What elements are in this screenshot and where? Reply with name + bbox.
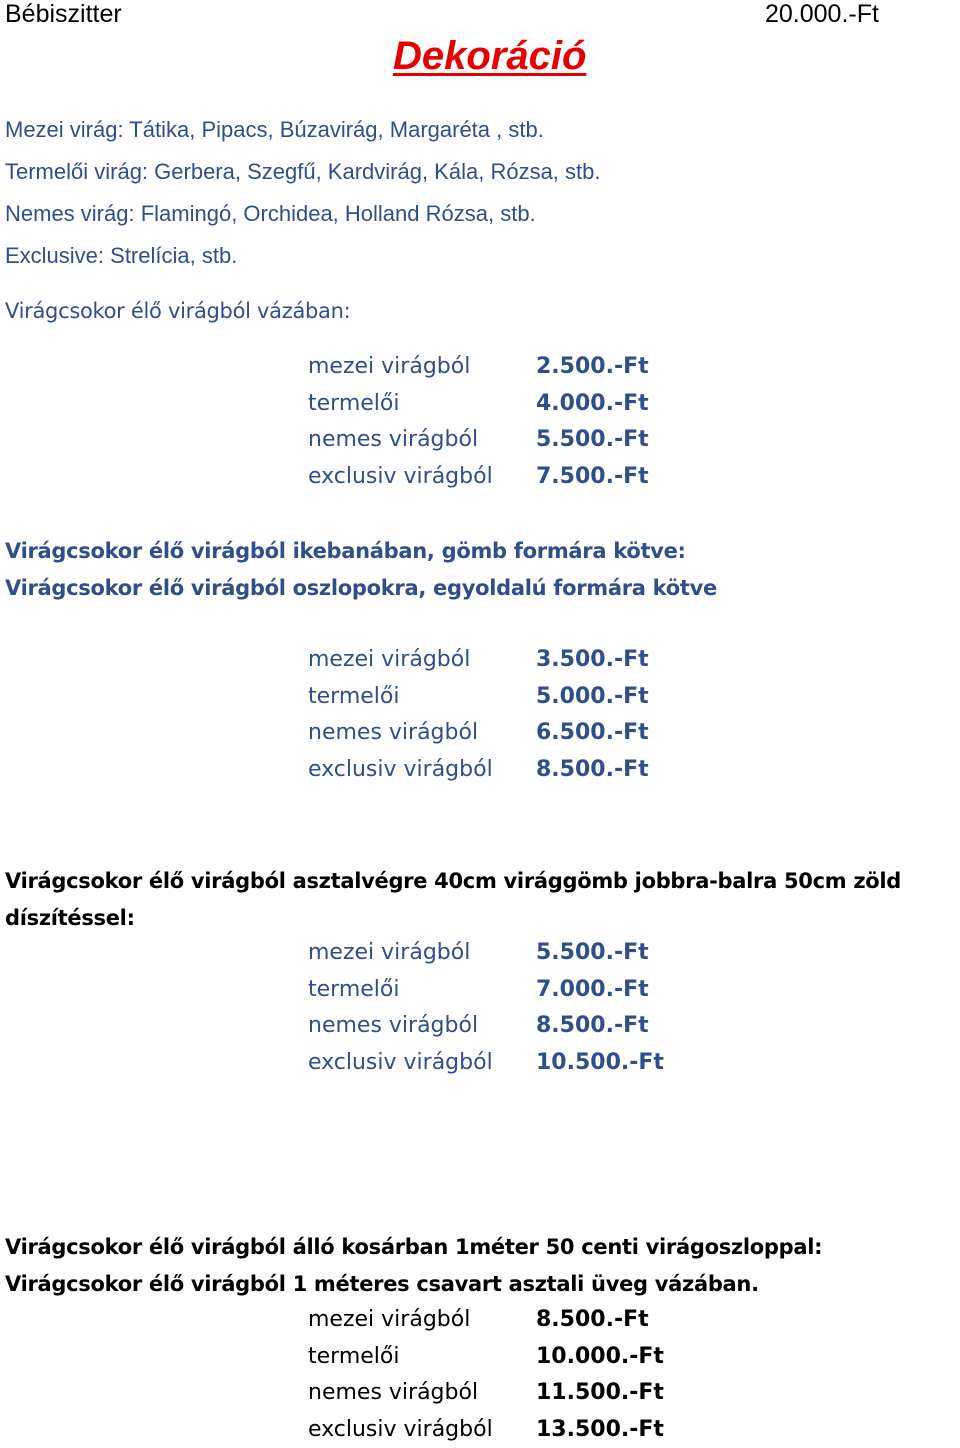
intro-line-nemes: Nemes virág: Flamingó, Orchidea, Holland Rózsa, stb. (5, 201, 536, 226)
section-3-heading-2: díszítéssel: (5, 906, 135, 930)
price-row (308, 1412, 664, 1448)
price-row-value: 8.500.-Ft (536, 1013, 649, 1039)
price-row-value: 4.000.-Ft (536, 390, 649, 416)
price-row-value: 10.500.-Ft (536, 1049, 664, 1075)
price-row-name: mezei virágból (308, 354, 471, 379)
price-row-name: nemes virágból (308, 1013, 479, 1039)
price-row-value: 8.500.-Ft (536, 1307, 649, 1332)
price-row-value: 7.000.-Ft (536, 976, 649, 1002)
price-row-value: 5.500.-Ft (536, 940, 649, 965)
price-row (308, 1375, 664, 1412)
section-1-heading: Virágcsokor élő virágból vázában: (5, 299, 351, 323)
price-row-name: mezei virágból (308, 940, 471, 965)
price-row (308, 422, 649, 459)
price-row-name: exclusiv virágból (308, 1049, 493, 1075)
section-3-heading-1: Virágcsokor élő virágból asztalvégre 40cm virággömb jobbra-balra 50cm zöld (5, 869, 901, 893)
intro-line-mezei: Mezei virág: Tátika, Pipacs, Búzavirág, Margaréta , stb. (5, 117, 544, 142)
price-row (308, 642, 649, 679)
price-row-name: nemes virágból (308, 720, 479, 746)
price-row-name: mezei virágból (308, 647, 471, 672)
price-row (308, 935, 664, 972)
price-row (308, 349, 649, 386)
price-row-value: 13.500.-Ft (536, 1416, 664, 1442)
price-row (308, 1339, 664, 1376)
price-row (308, 1302, 664, 1339)
price-row (308, 715, 649, 752)
intro-line-exclusive: Exclusive: Strelícia, stb. (5, 243, 238, 268)
price-row-value: 7.500.-Ft (536, 463, 649, 489)
section-4-heading-2: Virágcsokor élő virágból 1 méteres csavart asztali üveg vázában. (5, 1272, 759, 1296)
section-4-price-table (308, 1302, 664, 1448)
price-row-name: termelői (308, 976, 400, 1002)
price-row-name: termelői (308, 683, 400, 709)
price-row-value: 2.500.-Ft (536, 354, 649, 379)
page-title: Dekoráció (393, 34, 587, 78)
price-row-name: exclusiv virágból (308, 1416, 493, 1442)
price-row (308, 386, 649, 423)
previous-item-price: 20.000.-Ft (765, 0, 879, 28)
price-row (308, 459, 649, 496)
previous-item-label: Bébiszitter (5, 0, 122, 28)
price-row-name: exclusiv virágból (308, 463, 493, 489)
section-4-heading-1: Virágcsokor élő virágból álló kosárban 1méter 50 centi virágoszloppal: (5, 1235, 823, 1259)
price-row-name: nemes virágból (308, 1380, 479, 1406)
price-row-value: 11.500.-Ft (536, 1380, 664, 1406)
price-row (308, 972, 664, 1009)
price-row-value: 3.500.-Ft (536, 647, 649, 672)
price-row-name: termelői (308, 390, 400, 416)
price-row-value: 5.000.-Ft (536, 683, 649, 709)
price-row-name: nemes virágból (308, 427, 479, 453)
section-1-price-table (308, 349, 649, 495)
price-row (308, 1008, 664, 1045)
price-row-name: exclusiv virágból (308, 756, 493, 782)
price-row-value: 10.000.-Ft (536, 1343, 664, 1369)
price-row (308, 1045, 664, 1082)
price-row-name: mezei virágból (308, 1307, 471, 1332)
price-row-value: 5.500.-Ft (536, 427, 649, 453)
intro-line-termeloi: Termelői virág: Gerbera, Szegfű, Kardvirág, Kála, Rózsa, stb. (5, 159, 601, 184)
section-2-heading-2: Virágcsokor élő virágból oszlopokra, egyoldalú formára kötve (5, 576, 717, 600)
price-row (308, 752, 649, 789)
section-2-price-table (308, 642, 649, 788)
section-3-price-table (308, 935, 664, 1081)
price-row-value: 8.500.-Ft (536, 756, 649, 782)
price-row (308, 679, 649, 716)
price-row-value: 6.500.-Ft (536, 720, 649, 746)
section-2-heading-1: Virágcsokor élő virágból ikebanában, gömb formára kötve: (5, 539, 686, 563)
price-row-name: termelői (308, 1343, 400, 1369)
